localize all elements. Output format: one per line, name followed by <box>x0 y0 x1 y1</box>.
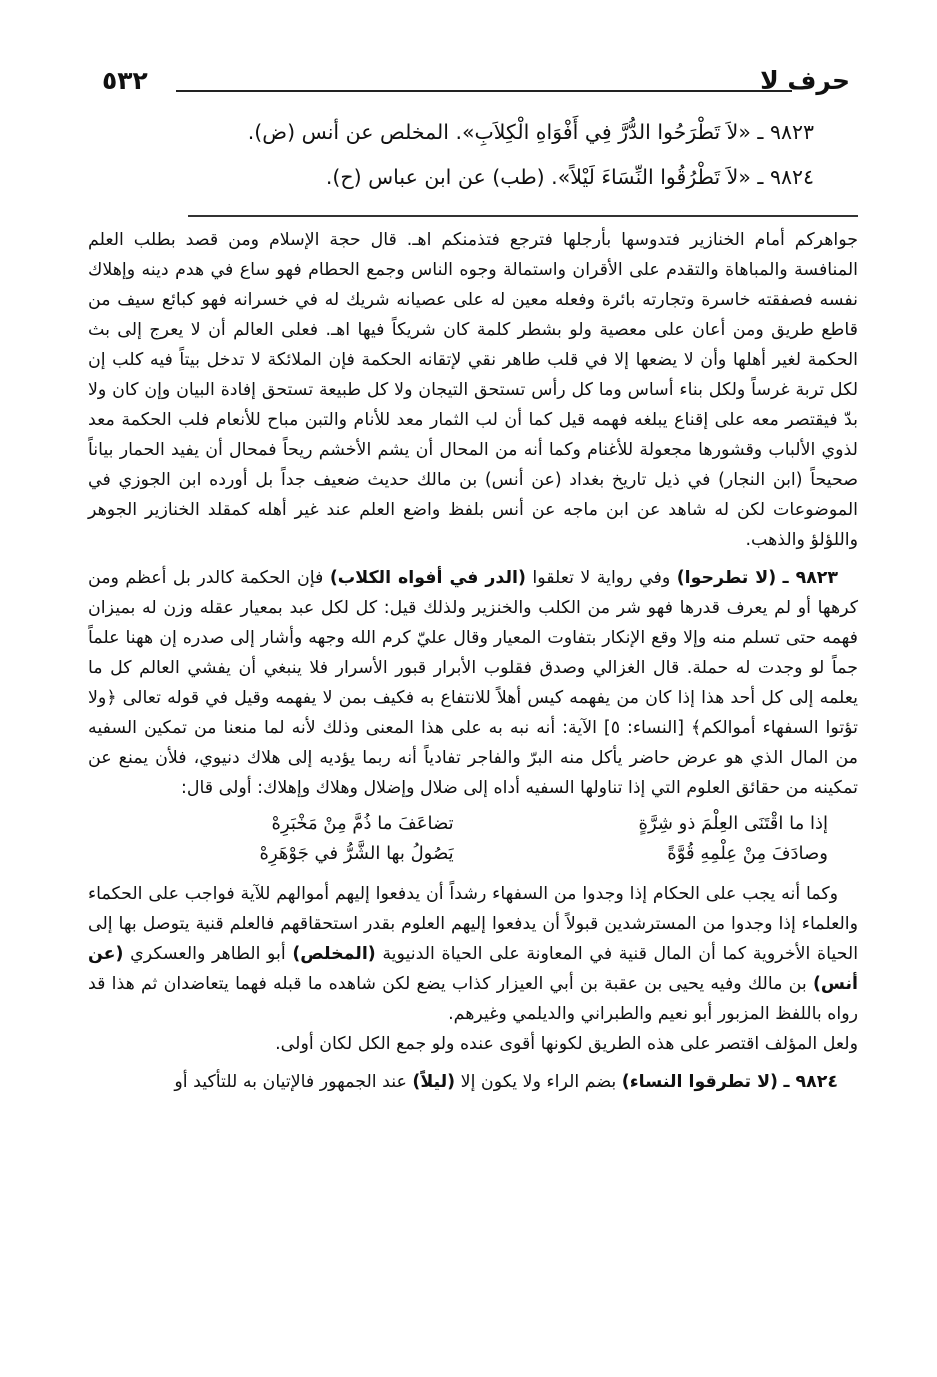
verse-line <box>108 809 828 839</box>
lemma: (ليلاً) <box>412 1072 456 1092</box>
hadith-list <box>88 110 858 200</box>
verse-line <box>108 839 828 869</box>
commentary-paragraph-9824 <box>88 1067 858 1097</box>
verse-hemistich-right: وصادَفَ مِنْ عِلْمِهِ قُوَّةً <box>667 843 828 864</box>
text-segment: وكما أنه يجب على الحكام إذا وجدوا من السفهاء رشداً أن يدفعوا إليهم أموالهم للآية فواجب على الحكماء والعلماء إذا وجدوا من المسترشدين قبولاً أن يدفعوا إليهم العلوم بقدر استحقاقهم فالعلم قنية يتوصل بها إلى الحياة الأخروية كما أن المال قنية في المعاونة على الحياة الدنيوية <box>88 884 859 964</box>
commentary-paragraph-4: ولعل المؤلف اقتصر على هذه الطريق لكونها أقوى عنده ولو جمع الكل لكان أولى. <box>275 1034 858 1054</box>
footnote-separator <box>188 215 858 217</box>
source-ref: (عن أنس) <box>88 944 859 994</box>
book-page <box>88 60 858 1097</box>
text-segment: فإن الحكمة كالدر بل أعظم ومن كرهها أو لم يعرف قدرها فهو شر من الكلب والخنزير ولذلك قيل: كل لكل عبد بمعيار عقله وزن له بميزان فهمه حتى تسلم منه وإلا وقع الإنكار بتفاوت المعيار وقال عليّ كرم الله وجهه وأشار إلى صدره إن ههنا علماً جماً لو وجدت له حملة. قال الغزالي وصدق فقلوب الأبرار قبور الأسرار فلا ينبغي أن يفشي العالم كل ما يعلمه إلى كل أحد هذا إذا كان من يفهمه كيس أهلاً للانتفاع به فكيف بمن لا يفهمه وقيل في قوله تعالى ﴿ولا تؤتوا السفهاء أموالكم﴾ [النساء: ٥] الآية: أنه نبه به على هذا المعنى وذلك لأنه لما منعنا من تمكين السفيه من المال الذي هو عرض حاضر يأكل منه البرّ والفاجر تفادياً أنه ربما يؤديه إلى هلاك دنيوي، فلأن يمنع عن تمكينه من حقائق العلوم التي إذا تناولها السفيه أداه إلى ضلال وإضلال وهلاك وإهلاك: أولى قال: <box>88 568 858 798</box>
hadith-9823: ٩٨٢٣ ـ «لاَ تَطْرَحُوا الدُّرَّ فِي أَفْوَاهِ الْكِلاَبِ». المخلص عن أنس (ض). <box>247 120 814 144</box>
entry-number: ٩٨٢٤ ـ <box>783 1072 838 1092</box>
text-segment: أبو الطاهر والعسكري <box>130 944 286 964</box>
source-ref: (المخلص) <box>292 944 376 964</box>
text-segment: بن مالك وفيه يحيى بن عقبة بن أبي العيزار كذاب يضع لكن شاهده ما قبله فهما يتعاضدان ثم هذا قد رواه باللفظ المزبور أبو نعيم والطبراني والديلمي وغيرهم. <box>88 974 858 1024</box>
commentary <box>88 225 858 1097</box>
commentary-paragraph-1: جواهركم أمام الخنازير فتدوسها بأرجلها فترجع فتذمنكم اهـ. قال حجة الإسلام ومن قصد بطلب العلم المنافسة والمباهاة والتقدم على الأقران واستمالة وجوه الناس وجمع الحطام فهو ساع في هدم دينه وإهلاك نفسه فصفقته خاسرة وتجارته بائرة وفعله معين له على عصيانه شريك له في خسرانه فهو كبائع سيف من قاطع طريق ومن أعان على معصية ولو بشطر كلمة كان شريكاً فيها اهـ. فعلى العالم أن لا يعرج إلى بث الحكمة لغير أهلها وأن لا يضعها إلا في قلب طاهر نقي لإتقانه الحكمة فإن الملائكة لا تدخل بيتاً فيه كلب إن لكل تربة غرساً ولكل بناء أساس وما كل رأس تستحق التيجان ولا كل طبيعة تستحق إفادة البيان وإن كان ولا بدّ فيقتصر معه على إقناع يبلغه فهمه قيل كما أن لب الثمار معد للأنام والتبن مباح للأنعام فلب الحكمة معد لذوي الألباب وقشورها مجعولة للأغنام وكما أنه من المحال أن يشم الأخشم ريحاً فمحال أن يفيد الحمار بياناً صحيحاً (ابن النجار) في ذيل تاريخ بغداد (عن أنس) بن مالك حديث ضعيف جداً بل أورده ابن الجوزي في الموضوعات لكن له شاهد عن ابن ماجه عن أنس بلفظ واضع العلم عند غير أهله كمقلد الخنازير الجوهر واللؤلؤ والذهب. <box>88 230 858 550</box>
lemma: (لا تطرحوا) <box>676 568 777 588</box>
chapter-title: حرف لا <box>760 66 850 95</box>
poetry-verse <box>108 809 828 869</box>
lemma: (الدر في أفواه الكلاب) <box>329 568 526 588</box>
page-header <box>88 60 858 100</box>
commentary-paragraph-3 <box>88 879 858 1029</box>
header-rule <box>176 90 792 92</box>
text-segment: بضم الراء ولا يكون إلا <box>460 1072 617 1092</box>
verse-hemistich-left: تضاعَفَ ما ذُمَّ مِنْ مَخْبَرِهْ <box>271 813 454 834</box>
lemma: (لا تطرقوا النساء) <box>621 1072 778 1092</box>
hadith-9824: ٩٨٢٤ ـ «لاَ تَطْرُقُوا النِّسَاءَ لَيْلاً». (طب) عن ابن عباس (ح). <box>325 165 814 189</box>
entry-number: ٩٨٢٣ ـ <box>782 568 839 588</box>
page-number: ٥٣٢ <box>102 66 148 95</box>
text-segment: عند الجمهور فالإتيان به للتأكيد أو <box>174 1072 407 1092</box>
verse-hemistich-right: إذا ما اقْتَنَى العِلْمَ ذو شِرَّةٍ <box>638 813 828 834</box>
commentary-paragraph-9823 <box>88 563 858 803</box>
text-segment: وفي رواية لا تعلقوا <box>532 568 671 588</box>
verse-hemistich-left: يَصُولُ بها الشَّرُّ في جَوْهَرِهْ <box>259 843 454 864</box>
